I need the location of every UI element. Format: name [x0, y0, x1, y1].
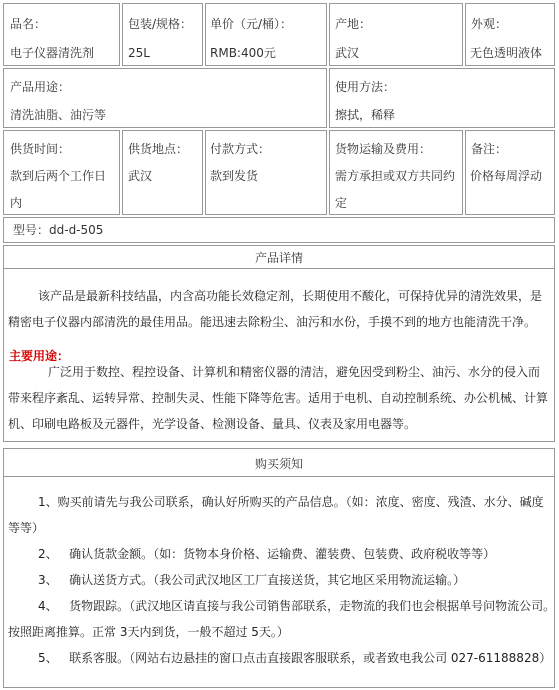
details-header [4, 246, 554, 269]
product-name-value: 电子仪器清洗剂 [10, 46, 95, 60]
details-p2-line3: 机、印刷电路板及元器件，光学设备、检测设备、量具、仪表及家用电器等。 [8, 417, 417, 431]
details-section [3, 245, 555, 442]
details-paragraph-2 [8, 359, 552, 437]
method-value: 擦拭，稀释 [335, 108, 396, 122]
purchase-items [8, 489, 556, 671]
purchase-item-5: 5、 联系客服。（网站右边悬挂的窗口点击直接跟客服联系，或者致电我公司 027-61188828） [38, 651, 552, 665]
details-p1-line2: 精密电子仪器内部清洗的最佳用品。能迅速去除粉尘、油污和水份，手摸不到的地方也能清洗干净。 [8, 315, 537, 329]
shipping-value-2: 定 [335, 196, 348, 210]
shipping-value-1: 需方承担或双方共同约 [335, 169, 456, 183]
model-row [3, 217, 555, 243]
main-use-heading: 主要用途： [9, 349, 70, 363]
cell-remarks [465, 130, 555, 215]
purchase-item-1-line1: 1、购买前请先与我公司联系，确认好所购买的产品信息。（如：浓度、密度、残渣、水分、碱度 [38, 495, 544, 509]
details-title: 产品详情 [254, 251, 303, 265]
origin-value: 武汉 [335, 46, 360, 60]
method-label: 使用方法： [335, 80, 396, 94]
supply-place-label: 供货地点： [128, 142, 189, 156]
cell-price [205, 3, 327, 66]
usage-label: 产品用途： [10, 80, 71, 94]
supply-place-value: 武汉 [128, 169, 153, 183]
cell-payment [205, 130, 327, 215]
cell-origin [329, 3, 463, 66]
price-label: 单价（元/桶）： [210, 17, 293, 31]
price-value: RMB:400元 [210, 46, 276, 60]
model-number: 型号：dd-d-505 [13, 223, 104, 237]
origin-label: 产地： [335, 17, 372, 31]
appearance-value: 无色透明液体 [470, 46, 543, 60]
package-label: 包装/规格： [128, 17, 193, 31]
details-p1-line1: 该产品是最新科技结晶，内含高功能长效稳定剂，长期使用不酸化，可保持优异的清洗效果，是 [38, 289, 543, 303]
supply-time-value-1: 款到后两个工作日 [10, 169, 107, 183]
remarks-label: 备注： [471, 142, 508, 156]
cell-method [329, 68, 555, 128]
package-value: 25L [128, 46, 150, 60]
purchase-item-1-line2: 等等） [8, 521, 45, 535]
payment-value: 款到发货 [210, 169, 259, 183]
cell-shipping [329, 130, 463, 215]
cell-product-name [3, 3, 120, 66]
purchase-item-2: 2、 确认货款金额。（如：货物本身价格、运输费、灌装费、包装费、政府税收等等） [38, 547, 496, 561]
purchase-section [3, 448, 555, 688]
cell-appearance [465, 3, 555, 66]
purchase-item-3: 3、 确认送货方式。（我公司武汉地区工厂直接送货，其它地区采用物流运输。） [38, 573, 466, 587]
usage-value: 清洗油脂、油污等 [10, 108, 107, 122]
cell-supply-time [3, 130, 120, 215]
cell-usage [3, 68, 327, 128]
details-paragraph-1 [8, 283, 552, 335]
cell-supply-place [122, 130, 203, 215]
details-p2-line2: 带来程序紊乱、运转异常、控制失灵、性能下降等危害。适用于电机、自动控制系统、办公机械、计算 [8, 391, 549, 405]
details-p2-line1: 广泛用于数控、程控设备、计算机和精密仪器的清洁，避免因受到粉尘、油污、水分的侵入而 [48, 365, 541, 379]
purchase-item-4-line2: 按照距离推算。正常 3天内到货，一般不超过 5天。） [8, 625, 289, 639]
appearance-label: 外观： [471, 17, 508, 31]
purchase-header [4, 449, 554, 477]
supply-time-label: 供货时间： [10, 142, 71, 156]
product-name-label: 品名： [10, 17, 47, 31]
purchase-title: 购买须知 [254, 457, 303, 471]
remarks-value: 价格每周浮动 [470, 169, 543, 183]
supply-time-value-2: 内 [10, 196, 23, 210]
purchase-item-4-line1: 4、 货物跟踪。（武汉地区请直接与我公司销售部联系，走物流的我们也会根据单号问物流公司。 [38, 599, 556, 613]
shipping-label: 货物运输及费用： [335, 142, 432, 156]
payment-label: 付款方式： [210, 142, 271, 156]
cell-package [122, 3, 203, 66]
